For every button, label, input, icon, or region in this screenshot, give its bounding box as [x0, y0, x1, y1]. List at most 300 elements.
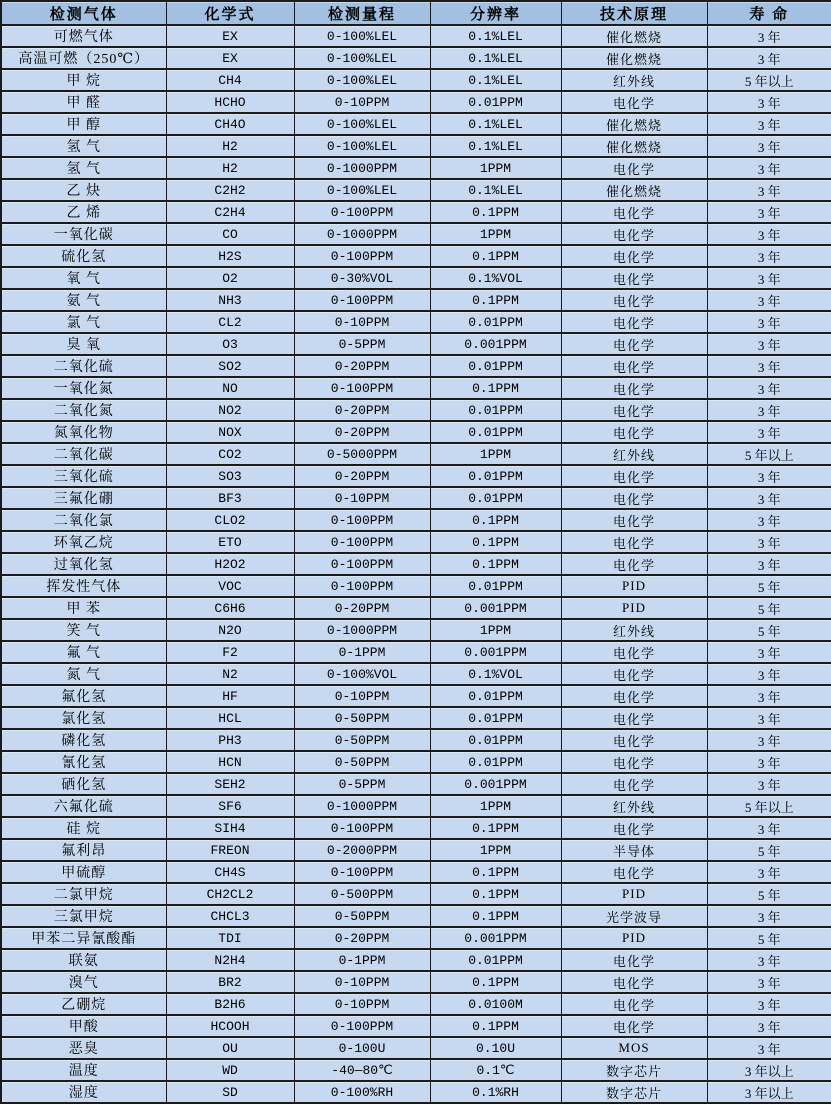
cell-formula: N2 [166, 663, 294, 685]
cell-lifespan: 3 年 [707, 751, 831, 773]
table-row [1, 333, 831, 355]
cell-lifespan: 3 年 [707, 355, 831, 377]
cell-principle: 光学波导 [561, 905, 707, 927]
cell-lifespan: 3 年 [707, 685, 831, 707]
cell-principle: 电化学 [561, 663, 707, 685]
cell-formula: ETO [166, 531, 294, 553]
cell-range: 0-100U [294, 1037, 430, 1059]
cell-lifespan: 3 年 [707, 135, 831, 157]
cell-principle: 催化燃烧 [561, 25, 707, 47]
table-row [1, 553, 831, 575]
cell-gas: 氟利昂 [1, 839, 166, 861]
cell-resolution: 0.01PPM [430, 399, 561, 421]
cell-formula: H2 [166, 157, 294, 179]
cell-resolution: 0.01PPM [430, 91, 561, 113]
cell-formula: HF [166, 685, 294, 707]
cell-lifespan: 3 年 [707, 157, 831, 179]
cell-range: 0-100%RH [294, 1081, 430, 1103]
cell-lifespan: 3 年 [707, 333, 831, 355]
column-header-resolution: 分辨率 [430, 1, 561, 25]
cell-formula: O3 [166, 333, 294, 355]
cell-formula: EX [166, 47, 294, 69]
cell-range: 0-10PPM [294, 487, 430, 509]
cell-principle: MOS [561, 1037, 707, 1059]
cell-lifespan: 3 年 [707, 949, 831, 971]
cell-range: 0-20PPM [294, 597, 430, 619]
cell-formula: C2H2 [166, 179, 294, 201]
cell-formula: BF3 [166, 487, 294, 509]
table-row [1, 399, 831, 421]
cell-lifespan: 5 年 [707, 839, 831, 861]
cell-lifespan: 3 年 [707, 729, 831, 751]
cell-resolution: 0.1%LEL [430, 69, 561, 91]
table-row [1, 773, 831, 795]
cell-formula: CH4O [166, 113, 294, 135]
cell-formula: CH4 [166, 69, 294, 91]
table-row [1, 861, 831, 883]
column-header-range: 检测量程 [294, 1, 430, 25]
cell-resolution: 0.01PPM [430, 355, 561, 377]
cell-range: -40—80℃ [294, 1059, 430, 1081]
cell-resolution: 0.01PPM [430, 685, 561, 707]
cell-principle: 电化学 [561, 641, 707, 663]
cell-lifespan: 3 年 [707, 179, 831, 201]
cell-lifespan: 5 年 [707, 575, 831, 597]
cell-range: 0-100PPM [294, 817, 430, 839]
cell-principle: 电化学 [561, 267, 707, 289]
cell-lifespan: 3 年 [707, 1037, 831, 1059]
table-row [1, 201, 831, 223]
cell-resolution: 1PPM [430, 157, 561, 179]
cell-gas: 湿度 [1, 1081, 166, 1103]
cell-range: 0-1000PPM [294, 619, 430, 641]
cell-gas: 氟 气 [1, 641, 166, 663]
cell-range: 0-10PPM [294, 311, 430, 333]
cell-gas: 二氧化氯 [1, 509, 166, 531]
cell-gas: 氯化氢 [1, 707, 166, 729]
header-row [1, 1, 831, 25]
cell-formula: NO2 [166, 399, 294, 421]
cell-gas: 一氧化碳 [1, 223, 166, 245]
cell-resolution: 1PPM [430, 223, 561, 245]
cell-lifespan: 3 年 [707, 465, 831, 487]
cell-gas: 乙 烯 [1, 201, 166, 223]
cell-resolution: 0.1%LEL [430, 135, 561, 157]
cell-gas: 温度 [1, 1059, 166, 1081]
table-row [1, 729, 831, 751]
cell-resolution: 0.1PPM [430, 531, 561, 553]
cell-range: 0-20PPM [294, 355, 430, 377]
cell-formula: F2 [166, 641, 294, 663]
cell-range: 0-1000PPM [294, 223, 430, 245]
cell-lifespan: 5 年 [707, 597, 831, 619]
cell-range: 0-100PPM [294, 377, 430, 399]
cell-resolution: 0.01PPM [430, 487, 561, 509]
cell-gas: 氧 气 [1, 267, 166, 289]
cell-resolution: 1PPM [430, 443, 561, 465]
cell-gas: 高温可燃（250℃） [1, 47, 166, 69]
table-row [1, 993, 831, 1015]
cell-principle: 催化燃烧 [561, 179, 707, 201]
table-row [1, 355, 831, 377]
cell-resolution: 1PPM [430, 619, 561, 641]
cell-gas: 氢 气 [1, 157, 166, 179]
cell-principle: PID [561, 597, 707, 619]
cell-formula: NH3 [166, 289, 294, 311]
cell-formula: VOC [166, 575, 294, 597]
cell-range: 0-1000PPM [294, 795, 430, 817]
cell-formula: C6H6 [166, 597, 294, 619]
cell-lifespan: 3 年 [707, 1015, 831, 1037]
cell-range: 0-5PPM [294, 333, 430, 355]
cell-range: 0-100PPM [294, 245, 430, 267]
cell-gas: 氨 气 [1, 289, 166, 311]
table-row [1, 509, 831, 531]
cell-gas: 乙 炔 [1, 179, 166, 201]
cell-formula: H2S [166, 245, 294, 267]
cell-gas: 三氯甲烷 [1, 905, 166, 927]
cell-resolution: 0.1%LEL [430, 25, 561, 47]
cell-lifespan: 3 年 [707, 663, 831, 685]
cell-resolution: 0.1PPM [430, 817, 561, 839]
cell-lifespan: 5 年以上 [707, 795, 831, 817]
cell-formula: SIH4 [166, 817, 294, 839]
cell-principle: 电化学 [561, 157, 707, 179]
cell-formula: CHCL3 [166, 905, 294, 927]
cell-principle: 电化学 [561, 487, 707, 509]
cell-lifespan: 3 年 [707, 223, 831, 245]
cell-lifespan: 3 年以上 [707, 1081, 831, 1103]
cell-resolution: 0.001PPM [430, 927, 561, 949]
table-row [1, 443, 831, 465]
column-header-principle: 技术原理 [561, 1, 707, 25]
cell-formula: CO2 [166, 443, 294, 465]
cell-range: 0-50PPM [294, 905, 430, 927]
cell-lifespan: 5 年 [707, 619, 831, 641]
table-row [1, 1081, 831, 1103]
table-row [1, 487, 831, 509]
cell-gas: 可燃气体 [1, 25, 166, 47]
cell-gas: 甲酸 [1, 1015, 166, 1037]
cell-resolution: 0.1PPM [430, 553, 561, 575]
cell-lifespan: 3 年 [707, 641, 831, 663]
table-row [1, 619, 831, 641]
cell-lifespan: 3 年以上 [707, 1059, 831, 1081]
cell-principle: PID [561, 575, 707, 597]
cell-resolution: 0.01PPM [430, 729, 561, 751]
table-row [1, 971, 831, 993]
table-row [1, 1015, 831, 1037]
table-row [1, 179, 831, 201]
cell-formula: WD [166, 1059, 294, 1081]
cell-resolution: 0.1PPM [430, 883, 561, 905]
table-row [1, 641, 831, 663]
cell-lifespan: 3 年 [707, 905, 831, 927]
cell-principle: 电化学 [561, 91, 707, 113]
cell-range: 0-30%VOL [294, 267, 430, 289]
cell-resolution: 0.1PPM [430, 289, 561, 311]
cell-principle: 半导体 [561, 839, 707, 861]
cell-principle: 电化学 [561, 465, 707, 487]
cell-formula: C2H4 [166, 201, 294, 223]
cell-resolution: 0.1PPM [430, 1015, 561, 1037]
cell-gas: 臭 氧 [1, 333, 166, 355]
cell-lifespan: 3 年 [707, 487, 831, 509]
cell-resolution: 0.001PPM [430, 333, 561, 355]
cell-resolution: 1PPM [430, 795, 561, 817]
cell-range: 0-20PPM [294, 399, 430, 421]
cell-gas: 甲 醛 [1, 91, 166, 113]
cell-lifespan: 3 年 [707, 377, 831, 399]
table-row [1, 531, 831, 553]
cell-lifespan: 3 年 [707, 707, 831, 729]
cell-range: 0-500PPM [294, 883, 430, 905]
cell-resolution: 0.0100M [430, 993, 561, 1015]
cell-principle: 电化学 [561, 773, 707, 795]
cell-formula: N2H4 [166, 949, 294, 971]
cell-formula: HCL [166, 707, 294, 729]
cell-principle: 电化学 [561, 289, 707, 311]
cell-formula: CH2CL2 [166, 883, 294, 905]
cell-gas: 氯 气 [1, 311, 166, 333]
cell-formula: OU [166, 1037, 294, 1059]
cell-gas: 三氧化硫 [1, 465, 166, 487]
table-row [1, 91, 831, 113]
cell-principle: 电化学 [561, 355, 707, 377]
cell-principle: 电化学 [561, 377, 707, 399]
cell-formula: SO2 [166, 355, 294, 377]
cell-range: 0-100PPM [294, 553, 430, 575]
cell-principle: 电化学 [561, 971, 707, 993]
cell-range: 0-1PPM [294, 641, 430, 663]
cell-gas: 二氧化硫 [1, 355, 166, 377]
cell-range: 0-5000PPM [294, 443, 430, 465]
cell-range: 0-50PPM [294, 707, 430, 729]
table-row [1, 311, 831, 333]
cell-principle: 电化学 [561, 707, 707, 729]
cell-lifespan: 3 年 [707, 245, 831, 267]
table-row [1, 817, 831, 839]
table-row [1, 597, 831, 619]
cell-principle: 红外线 [561, 795, 707, 817]
table-row [1, 949, 831, 971]
cell-range: 0-1PPM [294, 949, 430, 971]
cell-range: 0-100PPM [294, 509, 430, 531]
cell-formula: HCHO [166, 91, 294, 113]
cell-lifespan: 3 年 [707, 91, 831, 113]
table-row [1, 751, 831, 773]
cell-principle: 电化学 [561, 861, 707, 883]
table-row [1, 839, 831, 861]
cell-range: 0-10PPM [294, 993, 430, 1015]
cell-resolution: 0.01PPM [430, 751, 561, 773]
cell-resolution: 0.1%LEL [430, 113, 561, 135]
cell-range: 0-20PPM [294, 421, 430, 443]
cell-gas: 甲苯二异氰酸酯 [1, 927, 166, 949]
cell-lifespan: 3 年 [707, 113, 831, 135]
cell-range: 0-10PPM [294, 91, 430, 113]
table-row [1, 289, 831, 311]
table-row [1, 135, 831, 157]
cell-formula: CLO2 [166, 509, 294, 531]
table-row [1, 113, 831, 135]
table-body [1, 25, 831, 1103]
cell-gas: 甲 烷 [1, 69, 166, 91]
cell-lifespan: 3 年 [707, 773, 831, 795]
cell-resolution: 0.1℃ [430, 1059, 561, 1081]
cell-gas: 过氧化氢 [1, 553, 166, 575]
cell-resolution: 0.001PPM [430, 773, 561, 795]
table-row [1, 223, 831, 245]
cell-gas: 硒化氢 [1, 773, 166, 795]
cell-principle: 电化学 [561, 531, 707, 553]
cell-lifespan: 3 年 [707, 289, 831, 311]
cell-formula: CO [166, 223, 294, 245]
table-row [1, 267, 831, 289]
cell-formula: H2 [166, 135, 294, 157]
cell-principle: 电化学 [561, 553, 707, 575]
column-header-gas: 检测气体 [1, 1, 166, 25]
table-row [1, 927, 831, 949]
cell-resolution: 0.1PPM [430, 905, 561, 927]
cell-principle: 数字芯片 [561, 1081, 707, 1103]
cell-formula: FREON [166, 839, 294, 861]
cell-principle: 电化学 [561, 201, 707, 223]
cell-range: 0-100%LEL [294, 113, 430, 135]
cell-lifespan: 5 年 [707, 927, 831, 949]
cell-formula: HCN [166, 751, 294, 773]
cell-principle: 电化学 [561, 223, 707, 245]
cell-gas: 二氧化氮 [1, 399, 166, 421]
cell-formula: SEH2 [166, 773, 294, 795]
cell-range: 0-100PPM [294, 289, 430, 311]
cell-lifespan: 3 年 [707, 47, 831, 69]
cell-gas: 六氟化硫 [1, 795, 166, 817]
cell-formula: H2O2 [166, 553, 294, 575]
cell-gas: 氮氧化物 [1, 421, 166, 443]
cell-formula: O2 [166, 267, 294, 289]
cell-lifespan: 3 年 [707, 971, 831, 993]
table-row [1, 795, 831, 817]
cell-formula: CL2 [166, 311, 294, 333]
cell-principle: 电化学 [561, 685, 707, 707]
cell-gas: 氢 气 [1, 135, 166, 157]
cell-resolution: 0.1PPM [430, 971, 561, 993]
cell-resolution: 0.01PPM [430, 465, 561, 487]
cell-resolution: 0.1%LEL [430, 47, 561, 69]
cell-lifespan: 3 年 [707, 311, 831, 333]
table-row [1, 69, 831, 91]
cell-resolution: 0.1%LEL [430, 179, 561, 201]
cell-lifespan: 3 年 [707, 267, 831, 289]
cell-lifespan: 3 年 [707, 993, 831, 1015]
cell-principle: 数字芯片 [561, 1059, 707, 1081]
cell-principle: 催化燃烧 [561, 135, 707, 157]
cell-formula: TDI [166, 927, 294, 949]
cell-range: 0-20PPM [294, 465, 430, 487]
cell-gas: 一氧化氮 [1, 377, 166, 399]
table-row [1, 421, 831, 443]
cell-formula: SF6 [166, 795, 294, 817]
cell-resolution: 0.1PPM [430, 201, 561, 223]
cell-gas: 挥发性气体 [1, 575, 166, 597]
cell-lifespan: 3 年 [707, 509, 831, 531]
cell-principle: 电化学 [561, 333, 707, 355]
cell-resolution: 0.01PPM [430, 707, 561, 729]
table-row [1, 663, 831, 685]
cell-gas: 氟化氢 [1, 685, 166, 707]
cell-formula: BR2 [166, 971, 294, 993]
cell-principle: 电化学 [561, 509, 707, 531]
cell-gas: 二氧化碳 [1, 443, 166, 465]
cell-principle: 红外线 [561, 69, 707, 91]
cell-principle: 电化学 [561, 399, 707, 421]
table-row [1, 377, 831, 399]
cell-lifespan: 5 年 [707, 883, 831, 905]
cell-range: 0-100PPM [294, 861, 430, 883]
cell-gas: 甲硫醇 [1, 861, 166, 883]
cell-principle: 电化学 [561, 817, 707, 839]
cell-principle: PID [561, 927, 707, 949]
cell-range: 0-100PPM [294, 531, 430, 553]
cell-range: 0-10PPM [294, 971, 430, 993]
cell-gas: 甲 苯 [1, 597, 166, 619]
cell-resolution: 0.1%RH [430, 1081, 561, 1103]
cell-resolution: 1PPM [430, 839, 561, 861]
cell-formula: N2O [166, 619, 294, 641]
cell-principle: 电化学 [561, 245, 707, 267]
cell-gas: 氰化氢 [1, 751, 166, 773]
cell-gas: 恶臭 [1, 1037, 166, 1059]
cell-resolution: 0.001PPM [430, 597, 561, 619]
table-row [1, 245, 831, 267]
cell-gas: 笑 气 [1, 619, 166, 641]
cell-principle: 红外线 [561, 443, 707, 465]
column-header-formula: 化学式 [166, 1, 294, 25]
cell-gas: 氮 气 [1, 663, 166, 685]
cell-lifespan: 5 年以上 [707, 69, 831, 91]
cell-resolution: 0.1PPM [430, 509, 561, 531]
cell-resolution: 0.1%VOL [430, 663, 561, 685]
cell-formula: EX [166, 25, 294, 47]
cell-gas: 硫化氢 [1, 245, 166, 267]
cell-gas: 联氨 [1, 949, 166, 971]
cell-formula: NOX [166, 421, 294, 443]
cell-gas: 磷化氢 [1, 729, 166, 751]
cell-lifespan: 3 年 [707, 25, 831, 47]
cell-principle: 电化学 [561, 949, 707, 971]
cell-formula: B2H6 [166, 993, 294, 1015]
table-row [1, 157, 831, 179]
cell-resolution: 0.001PPM [430, 641, 561, 663]
cell-principle: 电化学 [561, 1015, 707, 1037]
cell-range: 0-2000PPM [294, 839, 430, 861]
table-row [1, 47, 831, 69]
cell-resolution: 0.01PPM [430, 421, 561, 443]
cell-range: 0-10PPM [294, 685, 430, 707]
cell-principle: 电化学 [561, 751, 707, 773]
column-header-lifespan: 寿 命 [707, 1, 831, 25]
cell-principle: 电化学 [561, 993, 707, 1015]
cell-lifespan: 3 年 [707, 861, 831, 883]
table-row [1, 465, 831, 487]
cell-principle: 电化学 [561, 421, 707, 443]
cell-range: 0-50PPM [294, 729, 430, 751]
table-row [1, 883, 831, 905]
cell-range: 0-1000PPM [294, 157, 430, 179]
cell-gas: 甲 醇 [1, 113, 166, 135]
cell-lifespan: 5 年以上 [707, 443, 831, 465]
